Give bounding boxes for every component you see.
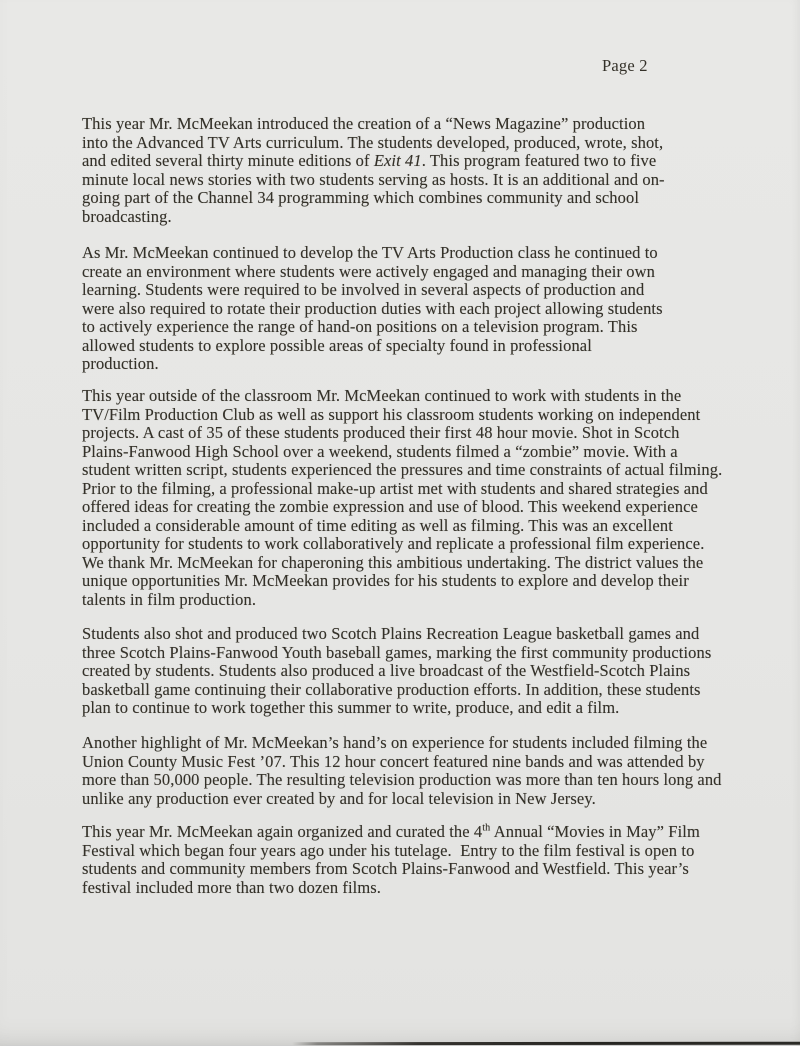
text-run: talents in film production. (82, 589, 257, 609)
text-run: production. (82, 354, 159, 373)
text-run: Annual “Movies in May” Film (490, 822, 700, 841)
text-run: This year Mr. McMeekan introduced the creation of a “News Magazine” production (82, 114, 646, 133)
text-run: . This program featured two to five (421, 151, 657, 170)
superscript-text: th (482, 822, 491, 834)
italic-text: Exit 41 (373, 151, 422, 170)
text-run: basketball game continuing their collaborative production efforts. In addition, these students (82, 679, 701, 699)
text-run: Students also shot and produced two Scotch Plains Recreation League basketball games and (82, 624, 700, 643)
text-run: festival included more than two dozen films. (82, 877, 382, 897)
text-run: minute local news stories with two students serving as hosts. It is an additional and on- (82, 169, 665, 189)
paragraph (82, 115, 665, 226)
text-run: to actively experience the range of hand-on positions on a television program. This (82, 317, 638, 336)
text-run: included a considerable amount of time editing as well as filming. This was an excellent (82, 515, 673, 535)
text-run: broadcasting. (82, 206, 172, 226)
text-run: Union County Music Fest ’07. This 12 hour concert featured nine bands and was attended by (82, 751, 705, 771)
text-run: learning. Students were required to be involved in several aspects of production and (82, 280, 645, 299)
text-run: plan to continue to work together this summer to write, produce, and edit a film. (82, 698, 620, 717)
paragraph (82, 625, 711, 718)
text-run: allowed students to explore possible areas of specialty found in professional (82, 335, 592, 355)
text-run: Another highlight of Mr. McMeekan’s hand’s on experience for students included filming the (82, 733, 708, 752)
text-run: unique opportunities Mr. McMeekan provides for his students to explore and develop their (82, 571, 689, 590)
text-run: more than 50,000 people. The resulting television production was more than ten hours long and (82, 770, 722, 789)
text-run: unlike any production ever created by and for local television in New Jersey. (82, 788, 596, 808)
text-run: create an environment where students were actively engaged and managing their own (82, 261, 655, 281)
text-run: Plains-Fanwood High School over a weekend, students filmed a “zombie” movie. With a (82, 441, 678, 461)
text-run: This year outside of the classroom Mr. McMeekan continued to work with students in the (82, 386, 682, 405)
text-run: three Scotch Plains-Fanwood Youth baseball games, marking the first community productions (82, 642, 712, 662)
text-run: students and community members from Scotch Plains-Fanwood and Westfield. This year’s (82, 859, 689, 878)
paragraph (82, 387, 722, 609)
paragraph (82, 823, 700, 897)
paragraph (82, 244, 663, 374)
text-run: were also required to rotate their production duties with each project allowing students (82, 298, 663, 318)
text-run: and edited several thirty minute editions of (82, 151, 374, 170)
page-number: Page 2 (602, 56, 648, 75)
text-run: This year Mr. McMeekan again organized and curated the 4 (82, 822, 483, 841)
text-run: created by students. Students also produced a live broadcast of the Westfield-Scotch Plains (82, 661, 691, 680)
text-run: TV/Film Production Club as well as support his classroom students working on independent (82, 404, 701, 424)
text-run: student written script, students experienced the pressures and time constraints of actual filming. (82, 460, 723, 479)
text-run: going part of the Channel 34 programming which combines community and school (82, 188, 640, 207)
text-run: Prior to the filming, a professional make-up artist met with students and shared strategies and (82, 478, 708, 498)
scan-artifact-bottom-edge (292, 1042, 800, 1046)
text-run: into the Advanced TV Arts curriculum. The students developed, produced, wrote, shot, (82, 132, 664, 152)
text-run: projects. A cast of 35 of these students produced their first 48 hour movie. Shot in Scotch (82, 423, 680, 442)
text-run: We thank Mr. McMeekan for chaperoning this ambitious undertaking. The district values the (82, 552, 704, 572)
text-run: offered ideas for creating the zombie expression and use of blood. This weekend experience (82, 497, 698, 516)
text-run: As Mr. McMeekan continued to develop the TV Arts Production class he continued to (82, 243, 658, 262)
paragraph (82, 734, 722, 808)
text-run: Festival which began four years ago under his tutelage. Entry to the film festival is open to (82, 840, 695, 860)
text-run: opportunity for students to work collaboratively and replicate a professional film experience. (82, 534, 705, 553)
